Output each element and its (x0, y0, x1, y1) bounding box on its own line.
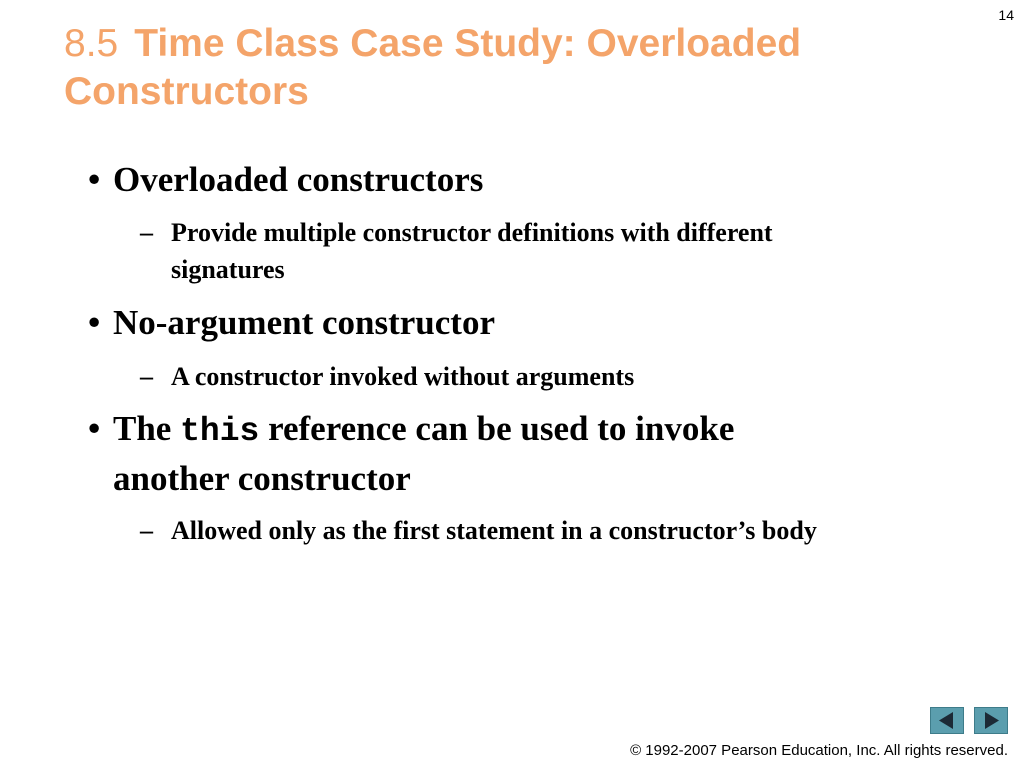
previous-slide-button[interactable] (930, 707, 964, 734)
bullet-overloaded-constructors: Overloaded constructors (113, 160, 484, 199)
triangle-right-icon (975, 708, 1007, 733)
sub-bullet-first-statement: Allowed only as the first statement in a constructor’s body (171, 516, 817, 545)
section-number: 8.5 (64, 22, 119, 65)
bullet-no-argument-constructor: No-argument constructor (113, 303, 495, 342)
triangle-left-icon (931, 708, 963, 733)
sub-bullet-multiple-definitions-line1: Provide multiple constructor definitions with different (171, 218, 773, 247)
bullet-this-after: reference can be used to invoke (268, 409, 735, 448)
next-slide-button[interactable] (974, 707, 1008, 734)
bullet-this-before: The (113, 409, 172, 448)
bullet-mark: • (88, 303, 101, 342)
bullet-mark: • (88, 409, 101, 448)
bullet-this-reference-line2: another constructor (113, 459, 411, 498)
bullet-this-reference-line1 (113, 409, 734, 450)
sub-bullet-invoked-without-arguments: A constructor invoked without arguments (171, 362, 635, 391)
bullet-mark: • (88, 160, 101, 199)
code-this-keyword: this (180, 413, 260, 450)
sub-bullet-mark: – (140, 362, 153, 391)
title-text: Time Class Case Study: Overloaded Constructors (64, 22, 802, 113)
page-number: 14 (998, 7, 1014, 23)
sub-bullet-multiple-definitions-line2: signatures (171, 255, 285, 284)
sub-bullet-mark: – (140, 516, 153, 545)
copyright-footer: © 1992-2007 Pearson Education, Inc. All rights reserved. (630, 742, 1008, 759)
sub-bullet-mark: – (140, 218, 153, 247)
